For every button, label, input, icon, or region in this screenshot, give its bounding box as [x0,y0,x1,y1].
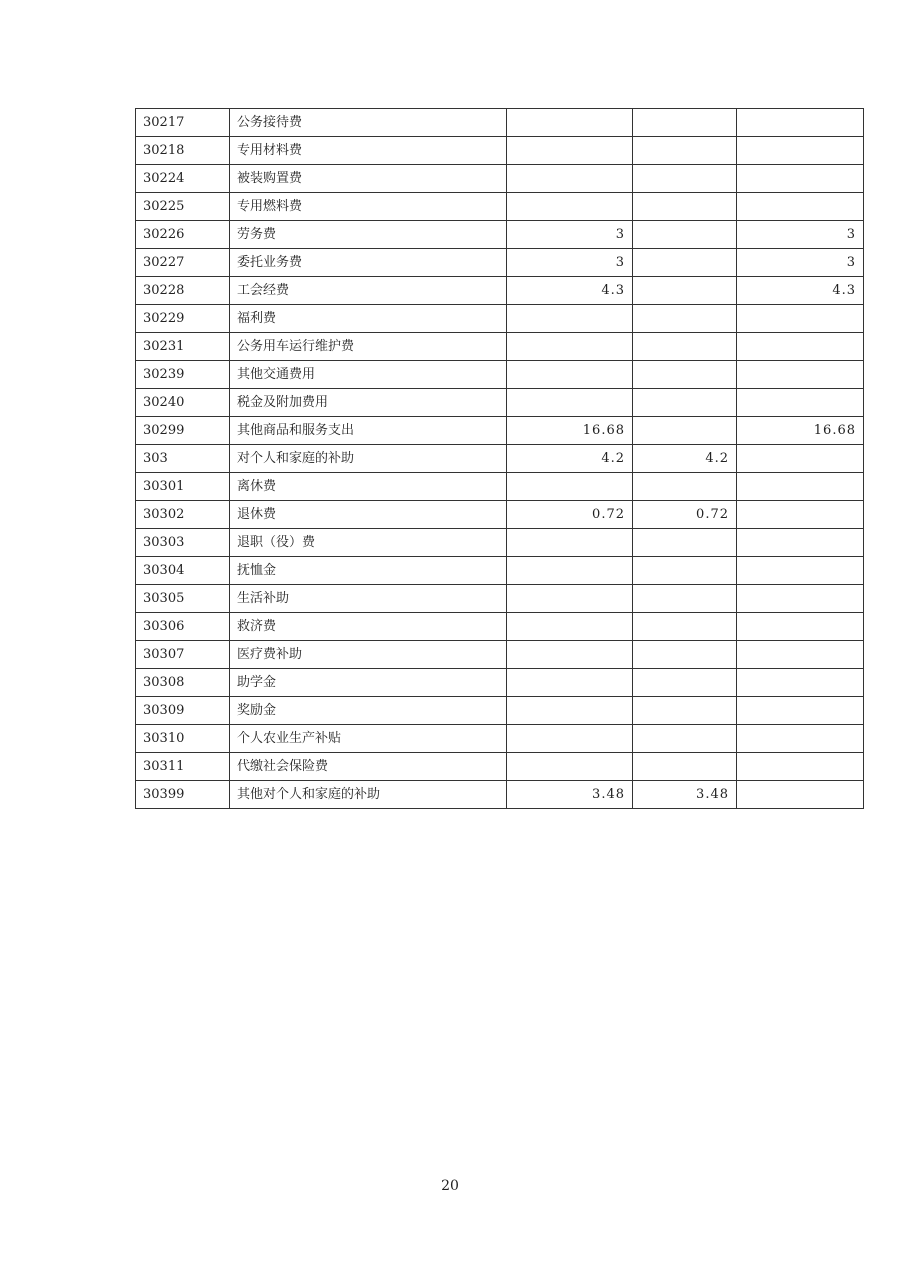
table-row [136,501,864,529]
item-code-cell: 30240 [136,389,230,417]
table-row [136,781,864,809]
table-row [136,137,864,165]
amount-total-cell [507,641,633,669]
item-code-cell: 30217 [136,109,230,137]
item-name-cell: 税金及附加费用 [230,389,507,417]
item-name-cell: 专用材料费 [230,137,507,165]
amount-project-cell [737,333,864,361]
table-row [136,193,864,221]
item-name-cell: 劳务费 [230,221,507,249]
item-name-cell: 助学金 [230,669,507,697]
amount-basic-cell [633,585,737,613]
item-name-cell: 专用燃料费 [230,193,507,221]
amount-basic-cell: 3.48 [633,781,737,809]
amount-project-cell [737,753,864,781]
amount-basic-cell [633,417,737,445]
amount-total-cell [507,165,633,193]
amount-total-cell [507,137,633,165]
item-code-cell: 30229 [136,305,230,333]
amount-total-cell [507,725,633,753]
amount-basic-cell [633,277,737,305]
amount-basic-cell [633,473,737,501]
table-row [136,417,864,445]
amount-basic-cell [633,613,737,641]
amount-basic-cell [633,697,737,725]
amount-total-cell: 3 [507,249,633,277]
item-name-cell: 委托业务费 [230,249,507,277]
table-row [136,473,864,501]
amount-project-cell [737,137,864,165]
amount-project-cell [737,641,864,669]
amount-project-cell [737,669,864,697]
item-code-cell: 30310 [136,725,230,753]
item-code-cell: 30311 [136,753,230,781]
item-code-cell: 30304 [136,557,230,585]
amount-total-cell: 3 [507,221,633,249]
amount-basic-cell [633,165,737,193]
item-name-cell: 生活补助 [230,585,507,613]
amount-total-cell [507,697,633,725]
amount-total-cell [507,389,633,417]
item-code-cell: 30307 [136,641,230,669]
amount-basic-cell [633,249,737,277]
amount-total-cell [507,333,633,361]
amount-basic-cell [633,669,737,697]
item-code-cell: 30399 [136,781,230,809]
item-name-cell: 其他商品和服务支出 [230,417,507,445]
table-row [136,109,864,137]
amount-basic-cell: 0.72 [633,501,737,529]
amount-total-cell [507,109,633,137]
amount-total-cell [507,613,633,641]
item-code-cell: 30308 [136,669,230,697]
item-name-cell: 对个人和家庭的补助 [230,445,507,473]
amount-project-cell: 3 [737,221,864,249]
amount-total-cell [507,753,633,781]
table-row [136,669,864,697]
item-code-cell: 30303 [136,529,230,557]
amount-project-cell [737,585,864,613]
item-name-cell: 代缴社会保险费 [230,753,507,781]
amount-project-cell [737,613,864,641]
item-code-cell: 30301 [136,473,230,501]
table-row [136,305,864,333]
table-row [136,277,864,305]
item-code-cell: 30225 [136,193,230,221]
amount-basic-cell [633,529,737,557]
item-code-cell: 30231 [136,333,230,361]
table-row [136,613,864,641]
item-code-cell: 30299 [136,417,230,445]
item-code-cell: 30224 [136,165,230,193]
table-row [136,697,864,725]
amount-total-cell: 3.48 [507,781,633,809]
amount-project-cell [737,725,864,753]
amount-project-cell [737,529,864,557]
page-number: 20 [441,1178,459,1194]
table-row [136,165,864,193]
item-code-cell: 30218 [136,137,230,165]
amount-basic-cell [633,753,737,781]
amount-project-cell: 4.3 [737,277,864,305]
item-name-cell: 其他对个人和家庭的补助 [230,781,507,809]
item-name-cell: 公务接待费 [230,109,507,137]
item-name-cell: 其他交通费用 [230,361,507,389]
amount-project-cell [737,697,864,725]
amount-project-cell [737,781,864,809]
item-name-cell: 退休费 [230,501,507,529]
table-row [136,249,864,277]
amount-basic-cell [633,333,737,361]
amount-basic-cell [633,361,737,389]
expenditure-table [135,108,864,809]
amount-total-cell [507,361,633,389]
amount-basic-cell [633,557,737,585]
item-code-cell: 30302 [136,501,230,529]
amount-project-cell: 16.68 [737,417,864,445]
table-row [136,361,864,389]
amount-basic-cell [633,109,737,137]
amount-basic-cell: 4.2 [633,445,737,473]
amount-total-cell: 4.2 [507,445,633,473]
amount-project-cell [737,445,864,473]
amount-project-cell [737,193,864,221]
amount-project-cell: 3 [737,249,864,277]
amount-basic-cell [633,389,737,417]
amount-total-cell [507,305,633,333]
item-code-cell: 30227 [136,249,230,277]
item-name-cell: 奖励金 [230,697,507,725]
amount-total-cell: 16.68 [507,417,633,445]
amount-project-cell [737,109,864,137]
amount-basic-cell [633,641,737,669]
amount-project-cell [737,361,864,389]
amount-total-cell [507,473,633,501]
item-name-cell: 退职（役）费 [230,529,507,557]
amount-total-cell: 0.72 [507,501,633,529]
table-row [136,585,864,613]
amount-project-cell [737,473,864,501]
item-name-cell: 被装购置费 [230,165,507,193]
amount-project-cell [737,501,864,529]
amount-total-cell [507,585,633,613]
item-name-cell: 救济费 [230,613,507,641]
table-row [136,221,864,249]
amount-total-cell [507,669,633,697]
item-code-cell: 30306 [136,613,230,641]
item-name-cell: 福利费 [230,305,507,333]
table-row [136,557,864,585]
amount-basic-cell [633,305,737,333]
amount-basic-cell [633,137,737,165]
amount-total-cell [507,557,633,585]
amount-project-cell [737,557,864,585]
table-row [136,641,864,669]
table-row [136,725,864,753]
item-code-cell: 30226 [136,221,230,249]
item-name-cell: 公务用车运行维护费 [230,333,507,361]
amount-total-cell [507,193,633,221]
item-code-cell: 303 [136,445,230,473]
amount-project-cell [737,165,864,193]
item-name-cell: 工会经费 [230,277,507,305]
table-row [136,389,864,417]
item-name-cell: 个人农业生产补贴 [230,725,507,753]
table-row [136,333,864,361]
amount-project-cell [737,389,864,417]
item-name-cell: 医疗费补助 [230,641,507,669]
expenditure-table-container [135,108,863,809]
item-code-cell: 30228 [136,277,230,305]
table-row [136,753,864,781]
amount-total-cell [507,529,633,557]
table-row [136,445,864,473]
amount-basic-cell [633,725,737,753]
amount-basic-cell [633,193,737,221]
amount-project-cell [737,305,864,333]
table-row [136,529,864,557]
item-name-cell: 离休费 [230,473,507,501]
amount-basic-cell [633,221,737,249]
item-code-cell: 30309 [136,697,230,725]
amount-total-cell: 4.3 [507,277,633,305]
item-code-cell: 30239 [136,361,230,389]
item-code-cell: 30305 [136,585,230,613]
table-body [136,109,864,809]
item-name-cell: 抚恤金 [230,557,507,585]
